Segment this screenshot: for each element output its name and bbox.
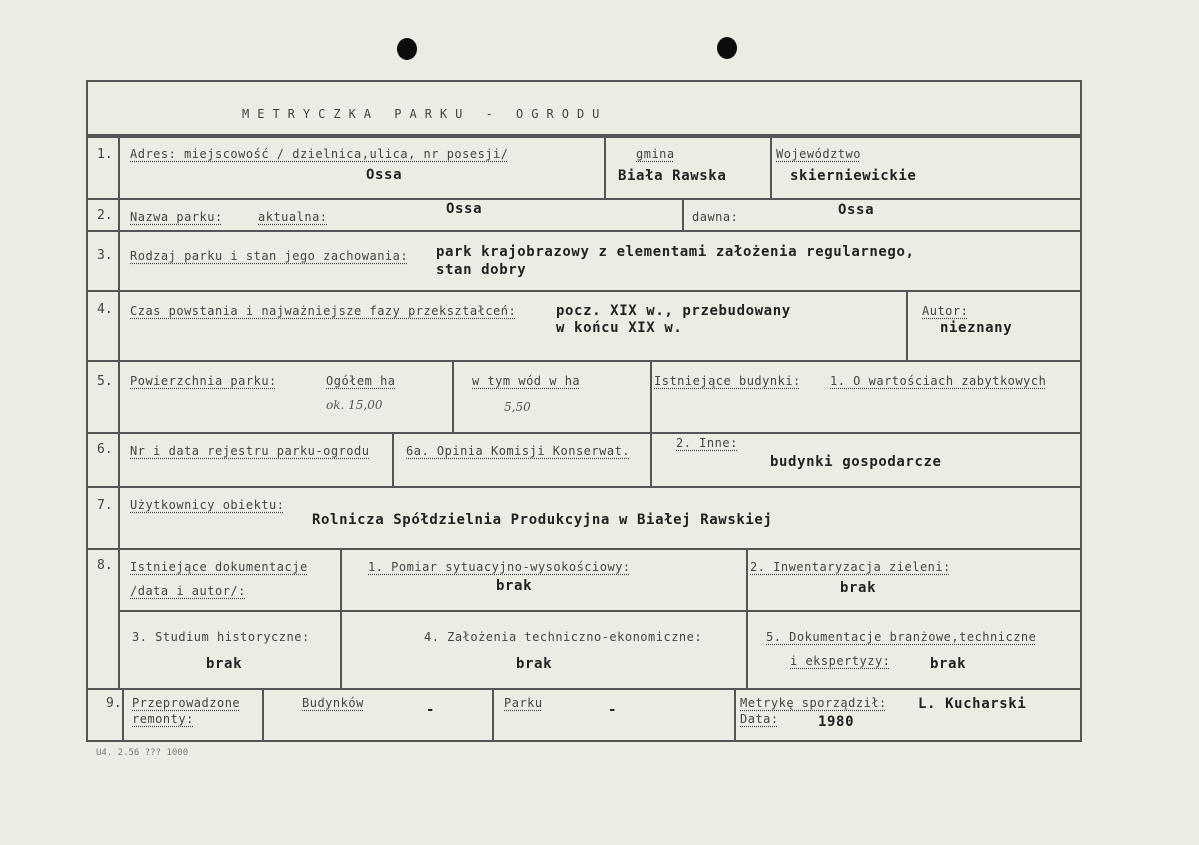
rodzaj-label: Rodzaj parku i stan jego zachowania: bbox=[130, 249, 409, 263]
studium-value: brak bbox=[206, 656, 243, 672]
row5-wod-cell bbox=[452, 360, 652, 434]
row8-dok-cell bbox=[118, 548, 342, 612]
zalozenia-label: 4. Założenia techniczno-ekonomiczne: bbox=[424, 630, 703, 644]
pow-label: Powierzchnia parku: bbox=[130, 374, 277, 388]
budynkow-label: Budynków bbox=[302, 696, 364, 710]
studium-label: 3. Studium historyczne: bbox=[132, 630, 310, 644]
row6-number: 6. bbox=[97, 442, 113, 457]
row8-number: 8. bbox=[97, 558, 113, 573]
zalozenia-value: brak bbox=[516, 656, 553, 672]
parku-value: - bbox=[608, 702, 618, 718]
branzowe-label-line1: 5. Dokumentacje branżowe,techniczne bbox=[766, 630, 1037, 644]
row2-number: 2. bbox=[97, 208, 113, 223]
punch-hole-left bbox=[397, 38, 417, 60]
gmina-value: Biała Rawska bbox=[618, 168, 727, 184]
gmina-label: gmina bbox=[636, 147, 675, 161]
aktualna-label: aktualna: bbox=[258, 210, 328, 224]
rodzaj-value-line1: park krajobrazowy z elementami założenia regularnego, bbox=[436, 244, 915, 260]
budynki-item1: 1. O wartościach zabytkowych bbox=[830, 374, 1047, 388]
branzowe-label-line2: i ekspertyzy: bbox=[790, 654, 891, 668]
aktualna-value: Ossa bbox=[446, 201, 483, 217]
row6-opinia-cell bbox=[392, 432, 652, 488]
woj-value: skierniewickie bbox=[790, 168, 917, 184]
row5-number: 5. bbox=[97, 374, 113, 389]
remonty-label-line1: Przeprowadzone bbox=[132, 696, 241, 710]
budynkow-value: - bbox=[426, 702, 436, 718]
card-title: METRYCZKA PARKU - OGRODU bbox=[242, 107, 608, 121]
row9-number: 9. bbox=[106, 696, 122, 711]
row1-adres-cell bbox=[118, 136, 606, 200]
budynki-label: Istniejące budynki: bbox=[654, 374, 801, 388]
footer-print-code: U4. 2.56 ??? 1000 bbox=[96, 748, 189, 758]
wod-value: 5,50 bbox=[504, 400, 531, 414]
rodzaj-value-line2: stan dobry bbox=[436, 262, 527, 278]
ogolem-value: ok. 15,00 bbox=[326, 398, 383, 412]
ogolem-label: Ogółem ha bbox=[326, 374, 396, 388]
row1-num-cell bbox=[86, 136, 120, 200]
nazwa-label: Nazwa parku: bbox=[130, 210, 223, 224]
remonty-label-line2: remonty: bbox=[132, 712, 194, 726]
inne-label: 2. Inne: bbox=[676, 436, 738, 450]
pomiar-label: 1. Pomiar sytuacyjno-wysokościowy: bbox=[368, 560, 631, 574]
woj-label: Województwo bbox=[776, 147, 861, 161]
row6-rejestr-cell bbox=[118, 432, 394, 488]
row4-number: 4. bbox=[97, 302, 113, 317]
row8-zalozenia-cell bbox=[340, 610, 748, 690]
row6-num-cell bbox=[86, 432, 120, 488]
row8-pomiar-cell bbox=[340, 548, 748, 612]
record-card bbox=[86, 80, 1082, 742]
adres-label: Adres: miejscowość / dzielnica,ulica, nr posesji/ bbox=[130, 147, 509, 161]
row4-cell bbox=[118, 290, 908, 362]
dawna-value: Ossa bbox=[838, 202, 875, 218]
branzowe-value: brak bbox=[930, 656, 967, 672]
pomiar-value: brak bbox=[496, 578, 533, 594]
autor-value: nieznany bbox=[940, 320, 1013, 336]
adres-value: Ossa bbox=[366, 167, 403, 183]
row8-inwent-cell bbox=[746, 548, 1082, 612]
dawna-label: dawna: bbox=[692, 210, 739, 224]
row9-budynkow-cell bbox=[262, 688, 494, 742]
row3-number: 3. bbox=[97, 248, 113, 263]
autor-label: Autor: bbox=[922, 304, 969, 318]
row7-num-cell bbox=[86, 486, 120, 550]
wod-label: w tym wód w ha bbox=[472, 374, 581, 388]
parku-label: Parku bbox=[504, 696, 543, 710]
row2-dawna-cell bbox=[682, 198, 1082, 232]
row8-branzowe-cell bbox=[746, 610, 1082, 690]
row5-pow-cell bbox=[118, 360, 454, 434]
inne-value: budynki gospodarcze bbox=[770, 454, 942, 470]
dok-label-line2: /data i autor/: bbox=[130, 584, 246, 598]
rejestr-label: Nr i data rejestru parku-ogrodu bbox=[130, 444, 370, 458]
inwent-label: 2. Inwentaryzacja zieleni: bbox=[750, 560, 951, 574]
data-label: Data: bbox=[740, 712, 779, 726]
row5-budynki-cell bbox=[650, 360, 1082, 434]
row1-number: 1. bbox=[97, 147, 113, 162]
czas-value-line1: pocz. XIX w., przebudowany bbox=[556, 303, 791, 319]
czas-value-line2: w końcu XIX w. bbox=[556, 320, 683, 336]
row8-studium-cell bbox=[118, 610, 342, 690]
opinia-label: 6a. Opinia Komisji Konserwat. bbox=[406, 444, 631, 458]
sporzadzil-value: L. Kucharski bbox=[918, 696, 1027, 712]
data-value: 1980 bbox=[818, 714, 855, 730]
uzytkownicy-label: Użytkownicy obiektu: bbox=[130, 498, 285, 512]
sporzadzil-label: Metrykę sporządził: bbox=[740, 696, 887, 710]
row4-num-cell bbox=[86, 290, 120, 362]
row5-num-cell bbox=[86, 360, 120, 434]
dok-label-line1: Istniejące dokumentacje bbox=[130, 560, 308, 574]
punch-hole-right bbox=[717, 37, 737, 59]
uzytkownicy-value: Rolnicza Spółdzielnia Produkcyjna w Białej Rawskiej bbox=[312, 512, 773, 528]
inwent-value: brak bbox=[840, 580, 877, 596]
row7-number: 7. bbox=[97, 498, 113, 513]
czas-label: Czas powstania i najważniejsze fazy przekształceń: bbox=[130, 304, 517, 318]
